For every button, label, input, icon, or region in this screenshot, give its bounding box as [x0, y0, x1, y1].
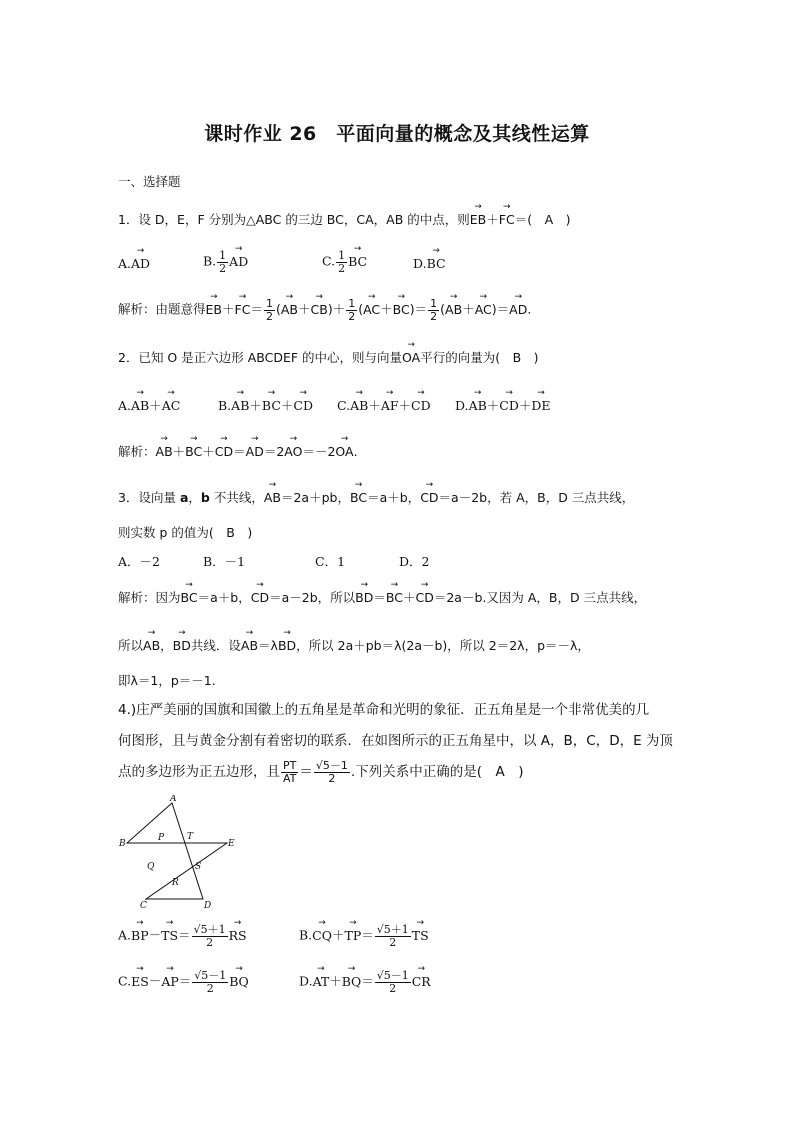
vector: → CD	[251, 592, 269, 605]
paren: )＋	[327, 301, 346, 317]
vector: → AC	[475, 304, 492, 317]
text: 所以	[118, 638, 144, 653]
vector: → AO	[284, 446, 302, 459]
vector: → AB	[241, 640, 258, 653]
q4-line-2: 何图形，且与黄金分割有着密切的联系．在如图所示的正五角星中，以 A，B，C，D，E 为顶	[118, 733, 673, 749]
vector: → CD	[293, 400, 313, 413]
q1-answer: ＝( A )	[514, 212, 571, 227]
vector: → AB	[131, 400, 149, 413]
fraction	[336, 250, 347, 274]
q3-option-d: D．2	[399, 554, 430, 569]
q4-option-b	[299, 924, 429, 948]
vector: → CD	[420, 492, 438, 505]
operator: ＋	[331, 927, 345, 943]
plus-sign: ＋	[402, 590, 416, 605]
numerator: 1	[430, 297, 438, 310]
plus-sign: ＋	[486, 212, 499, 227]
text: 共线．设	[190, 638, 241, 653]
vector: → AB	[231, 400, 249, 413]
equals: ＝	[250, 301, 263, 317]
q3-solution-line-3: 即λ＝1，p＝－1.	[118, 673, 216, 688]
label-r: R	[172, 878, 179, 888]
vector-ad: → AD	[229, 256, 248, 269]
denominator: 2	[430, 309, 438, 323]
vector: → BC	[185, 446, 202, 459]
vector: → EB	[206, 304, 222, 317]
solution-label: 解析：因为	[118, 590, 181, 605]
vector: → ES	[131, 976, 149, 989]
operator: －	[148, 973, 162, 989]
denominator: 2	[338, 261, 346, 275]
vector: → AC	[162, 400, 181, 413]
numerator: √5＋1	[376, 923, 409, 936]
operator: ＋	[329, 973, 342, 989]
plus-sign: ＋	[486, 398, 500, 413]
q1-solution: 解析：由题意得→ EB＋→ FC＝ $\frac{1}{2}$ (→ AB＋→ CB)＋ $\frac{1}{2}$ (→ AC＋→ BC)＝ $\frac{1}{2}$ (→ AB＋→ AC)＝→ AD.	[118, 298, 531, 322]
plus-sign: ＋	[518, 398, 532, 413]
paren: (	[358, 301, 364, 317]
vector: → AD	[509, 304, 527, 317]
numerator: 1	[219, 249, 227, 262]
q4-option-d	[299, 970, 431, 994]
equals: ＝	[178, 927, 191, 943]
vector: → FC	[235, 304, 251, 317]
fraction	[428, 298, 439, 322]
numerator: 1	[265, 297, 273, 310]
label-q: Q	[147, 862, 155, 872]
vector: → CD	[499, 400, 519, 413]
period: .	[527, 301, 532, 317]
vector: → BP	[131, 930, 149, 943]
vector-oa: → OA	[402, 352, 420, 365]
q3-line-2: 则实数 p 的值为( B )	[118, 525, 253, 540]
paren: )＝	[491, 301, 510, 317]
vector: → AF	[381, 400, 399, 413]
vector: → BC	[393, 304, 410, 317]
option-label: D.	[455, 398, 469, 413]
comma: ，	[407, 490, 421, 505]
vector-eb: → EB	[470, 214, 486, 227]
vector: → AB	[143, 640, 160, 653]
vector-a: a	[179, 490, 189, 505]
plus-sign: ＋	[398, 398, 412, 413]
expression: ＝a－2b	[269, 590, 318, 605]
plus-sign: ＋	[249, 398, 262, 413]
expression: ＝2a＋pb	[280, 490, 338, 505]
q4-line-3	[118, 760, 523, 784]
equals: ＝	[361, 927, 374, 943]
comma: ，	[160, 638, 173, 653]
vector: → AB	[445, 304, 462, 317]
q3-stem-text: 不共线，	[209, 490, 264, 505]
page-title: 课时作业 26 平面向量的概念及其线性运算	[204, 123, 590, 145]
vector-ad: → AD	[131, 258, 150, 271]
label-s: S	[195, 862, 202, 872]
option-label: C.	[118, 973, 132, 989]
fraction-golden	[314, 760, 350, 784]
vector-fc: → FC	[499, 214, 515, 227]
vector: → TS	[161, 930, 178, 943]
vector: → AP	[161, 976, 178, 989]
paren: (	[275, 301, 281, 317]
comma: ，	[188, 490, 201, 505]
period: .	[353, 444, 358, 459]
vector-bc: → BC	[348, 256, 367, 269]
q3-option-a: A．－2	[118, 554, 160, 569]
text: ，所以	[317, 590, 356, 605]
question-2-stem	[118, 352, 539, 365]
pentagram-figure	[115, 795, 245, 910]
vector: → AB	[350, 400, 368, 413]
fraction	[375, 924, 411, 948]
vector: → BD	[355, 592, 373, 605]
option-label: B.	[299, 927, 313, 943]
option-label: C.	[337, 398, 351, 413]
q2-option-a	[118, 400, 180, 413]
equals: ＝λ	[258, 638, 278, 653]
vector: → AB	[264, 492, 281, 505]
q3-option-b: B．－1	[203, 554, 246, 569]
label-d: D	[204, 901, 212, 910]
option-label: C.	[322, 253, 336, 269]
equals: ＝	[178, 973, 192, 989]
plus-sign: ＋	[149, 398, 162, 413]
paren: (	[440, 301, 446, 317]
fraction	[217, 250, 228, 274]
q2-option-d	[455, 400, 551, 413]
q3-solution-line-2	[118, 640, 590, 653]
denominator: 2	[219, 261, 227, 275]
expression: ＝a－2b	[438, 490, 488, 505]
option-label: D.	[413, 256, 427, 271]
vector: → BC	[386, 592, 403, 605]
fraction	[264, 298, 275, 322]
q3-option-c: C．1	[315, 554, 346, 569]
label-a: A	[170, 795, 177, 804]
denominator: 2	[389, 935, 397, 949]
q2-solution	[118, 446, 358, 459]
q4-line-1: 4.)庄严美丽的国旗和国徽上的五角星是革命和光明的象征．正五角星是一个非常优美的几	[118, 702, 650, 718]
expression: ＝a＋b	[197, 590, 239, 605]
vector: → CB	[311, 304, 328, 317]
text: 点的多边形为正五边形，且	[118, 764, 280, 781]
denominator: AT	[283, 771, 297, 785]
equals: ＝－2	[302, 444, 336, 459]
label-p: P	[158, 833, 165, 843]
q2-option-c	[337, 400, 431, 413]
vector: → BD	[278, 640, 296, 653]
vector-bc: → BC	[427, 258, 446, 271]
denominator: 2	[348, 309, 356, 323]
equals: ＝	[373, 590, 386, 605]
vector: → TS	[412, 930, 429, 943]
text: ，所以 2a＋pb＝λ(2a－b)，所以 2＝2λ，p＝－λ，	[296, 638, 590, 653]
vector: → CD	[416, 592, 434, 605]
denominator: 2	[389, 981, 397, 995]
q1-option-c	[322, 250, 367, 274]
vector: → AB	[281, 304, 298, 317]
plus-sign: ＋	[368, 398, 381, 413]
vector: → CD	[215, 446, 233, 459]
denominator: 2	[328, 771, 336, 785]
q2-option-b	[218, 400, 313, 413]
q4-option-a	[118, 924, 247, 948]
fraction	[192, 970, 228, 994]
numerator: √5－1	[315, 759, 348, 772]
comma: ，	[238, 590, 251, 605]
vector: → RS	[229, 930, 247, 943]
vector: → BC	[350, 492, 367, 505]
text: .下列关系中正确的是( A )	[350, 764, 524, 781]
operator: －	[148, 927, 162, 943]
q2-answer: 平行的向量为( B )	[420, 350, 539, 365]
option-label: A.	[118, 927, 132, 943]
expression: ＝a＋b	[367, 490, 408, 505]
section-heading: 一、选择题	[118, 174, 181, 189]
vector: → AT	[313, 976, 330, 989]
vector: → AD	[246, 446, 264, 459]
equals: ＝	[233, 444, 246, 459]
vector: → BC	[262, 400, 281, 413]
label-t: T	[187, 832, 194, 842]
denominator: 2	[265, 309, 273, 323]
vector: → CQ	[312, 930, 332, 943]
vector: → AB	[156, 446, 173, 459]
plus-sign: ＋	[280, 398, 294, 413]
q3-stem-text: 3．设向量	[118, 490, 180, 505]
option-label: A.	[118, 256, 132, 271]
q1-option-d	[413, 258, 446, 271]
q3-solution-line-1	[118, 592, 646, 605]
vector-b: b	[200, 490, 210, 505]
vector: → AC	[363, 304, 380, 317]
solution-label: 解析：由题意得	[118, 301, 206, 317]
numerator: √5－1	[194, 969, 227, 982]
option-label: B.	[203, 253, 217, 269]
vector: → CD	[411, 400, 431, 413]
comma: ，	[337, 490, 350, 505]
vector: → CR	[412, 976, 431, 989]
numerator: PT	[283, 759, 297, 772]
denominator: 2	[206, 935, 214, 949]
label-c: C	[140, 901, 147, 910]
q2-stem-text: 2．已知 O 是正六边形 ABCDEF 的中心，则与向量	[118, 350, 403, 365]
vector: → BD	[173, 640, 191, 653]
vector: → BQ	[342, 976, 361, 989]
equals: ＝2	[263, 444, 285, 459]
q1-stem-text: 1．设 D，E，F 分别为△ABC 的三边 BC，CA，AB 的中点，则	[118, 212, 470, 227]
numerator: √5－1	[376, 969, 409, 982]
question-1-stem	[118, 214, 571, 227]
option-label: B.	[218, 398, 232, 413]
paren: )＝	[409, 301, 428, 317]
equals: ＝	[299, 764, 313, 781]
fraction	[375, 970, 411, 994]
fraction-pt-at	[281, 760, 298, 784]
vector: → AB	[469, 400, 487, 413]
equals: ＝	[361, 973, 374, 989]
q3-stem-text: ，若 A，B，D 三点共线，	[487, 490, 635, 505]
plus-sign: ＋	[172, 444, 186, 459]
solution-label: 解析：	[118, 444, 156, 459]
plus-sign: ＋	[202, 444, 215, 459]
text: .又因为 A，B，D 三点共线，	[482, 590, 647, 605]
expression: ＝2a－b	[433, 590, 483, 605]
vector: → BC	[181, 592, 198, 605]
option-label: A.	[118, 398, 132, 413]
fraction	[192, 924, 228, 948]
numerator: √5＋1	[193, 923, 226, 936]
label-b: B	[119, 839, 126, 849]
denominator: 2	[206, 981, 214, 995]
vector: → BQ	[229, 976, 248, 989]
vector: → OA	[335, 446, 353, 459]
vector: → TP	[345, 930, 362, 943]
question-3-stem	[118, 492, 634, 505]
fraction	[346, 298, 357, 322]
numerator: 1	[348, 297, 356, 310]
vector: → DE	[531, 400, 550, 413]
q4-option-c	[118, 970, 249, 994]
numerator: 1	[338, 249, 346, 262]
q1-option-b	[203, 250, 248, 274]
label-e: E	[228, 839, 235, 849]
q1-option-a	[118, 258, 150, 271]
option-label: D.	[299, 973, 313, 989]
